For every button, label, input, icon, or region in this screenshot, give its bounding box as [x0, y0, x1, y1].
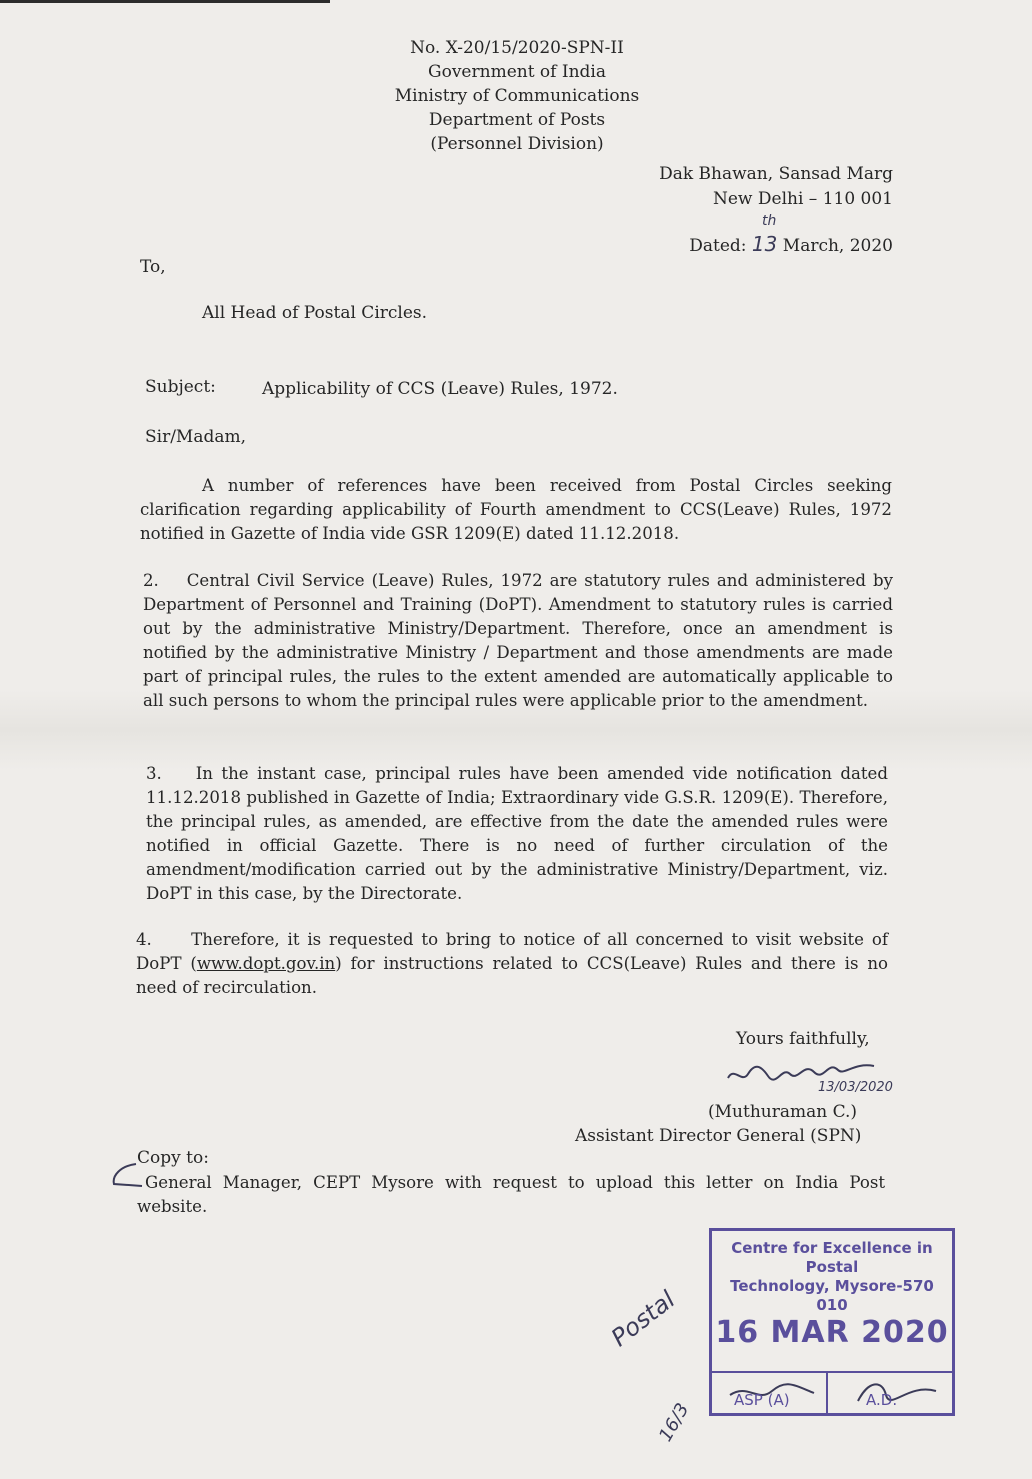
stamp-right-label: A.D.: [866, 1391, 898, 1409]
address-line-1: Dak Bhawan, Sansad Marg: [659, 164, 893, 184]
day-annotation: th: [762, 213, 777, 229]
paragraph-1: A number of references have been received from Postal Circles seeking clarification regarding applicability of Fourth amendment to CCS(Leave) Rules, 1972 notified in Gazette of India vide GSR 1209(E) dated 11.12.2018.: [140, 476, 892, 543]
paragraph-2: [143, 569, 893, 713]
paragraph-4: [136, 928, 888, 1000]
copy-to-label: Copy to:: [137, 1148, 209, 1168]
paragraph-2-number: 2.: [143, 571, 159, 590]
letterhead-line-2: Ministry of Communications: [394, 86, 640, 106]
letterhead-line-1: Government of India: [428, 62, 606, 82]
sender-address: [560, 162, 893, 212]
signature-date: 13/03/2020: [818, 1080, 893, 1095]
subject-text: Applicability of CCS (Leave) Rules, 1972.: [262, 379, 618, 399]
letterhead-line-3: Department of Posts: [428, 110, 606, 130]
dated-line: [560, 233, 893, 258]
signatory-designation: Assistant Director General (SPN): [575, 1126, 862, 1146]
closing-yours: Yours faithfully,: [736, 1029, 870, 1049]
dopt-website-link[interactable]: www.dopt.gov.in: [196, 954, 336, 973]
subject-label: Subject:: [145, 377, 216, 397]
copy-to-text: General Manager, CEPT Mysore with request to upload this letter on India Post website.: [137, 1173, 885, 1216]
handwritten-note-date: 16/3: [655, 1399, 694, 1446]
address-line-2: New Delhi – 110 001: [712, 189, 893, 209]
stamp-divider: [826, 1371, 828, 1413]
paragraph-3-text: In the instant case, principal rules have been amended vide notification dated 11.12.2018 published in Gazette of India; Extraordinary vide G.S.R. 1209(E). Therefore, the principal rules, as amended, are effective from the date the amended rules were notified in official Gazette. There is no need of further circulation of the amendment/modification carried out by the administrative Ministry/Department, viz. DoPT in this case, by the Directorate.: [146, 764, 888, 903]
stamp-org-line-1: Centre for Excellence in Postal: [731, 1239, 933, 1276]
paragraph-3: [146, 762, 888, 906]
file-number: No. X-20/15/2020-SPN-II: [410, 38, 624, 58]
stamp-left-label: ASP (A): [734, 1391, 790, 1409]
paragraph-4-text-a: Therefore, it is requested to bring to notice of all concerned to visit website of DoPT (: [136, 930, 889, 973]
paragraph-4-text-b: ) for instructions related to CCS(Leave) Rules and there is no need of recirculation.: [136, 954, 889, 997]
dated-month-year: March, 2020: [782, 236, 893, 256]
stamp-org-line-2: Technology, Mysore-570 010: [730, 1277, 934, 1314]
stamp-organisation: [712, 1239, 952, 1315]
paragraph-4-number: 4.: [136, 930, 152, 949]
stamp-date: 16 MAR 2020: [715, 1315, 949, 1350]
salutation: Sir/Madam,: [145, 427, 247, 447]
signatory-name: (Muthuraman C.): [708, 1102, 858, 1122]
recipient-name: All Head of Postal Circles.: [202, 303, 428, 323]
letterhead-line-4: (Personnel Division): [430, 134, 604, 154]
receipt-stamp: [709, 1228, 955, 1416]
paragraph-2-text: Central Civil Service (Leave) Rules, 1972 are statutory rules and administered by Department of Personnel and Training (DoPT). Amendment to statutory rules is carried out by the administrative Ministry/Department. Therefore, once an amendment is notified by the administrative Ministry / Department and those amendments are made part of principal rules, the rules to the extent amended are automatically applicable to all such persons to whom the principal rules were applicable prior to the amendment.: [143, 571, 893, 710]
dated-label: Dated:: [689, 236, 747, 256]
scan-edge-line: [0, 0, 330, 3]
paragraph-3-number: 3.: [146, 764, 162, 783]
dated-day: 13: [751, 232, 778, 256]
to-label: To,: [140, 257, 166, 277]
handwritten-note: Postal: [606, 1285, 681, 1353]
letterhead: [367, 36, 667, 156]
